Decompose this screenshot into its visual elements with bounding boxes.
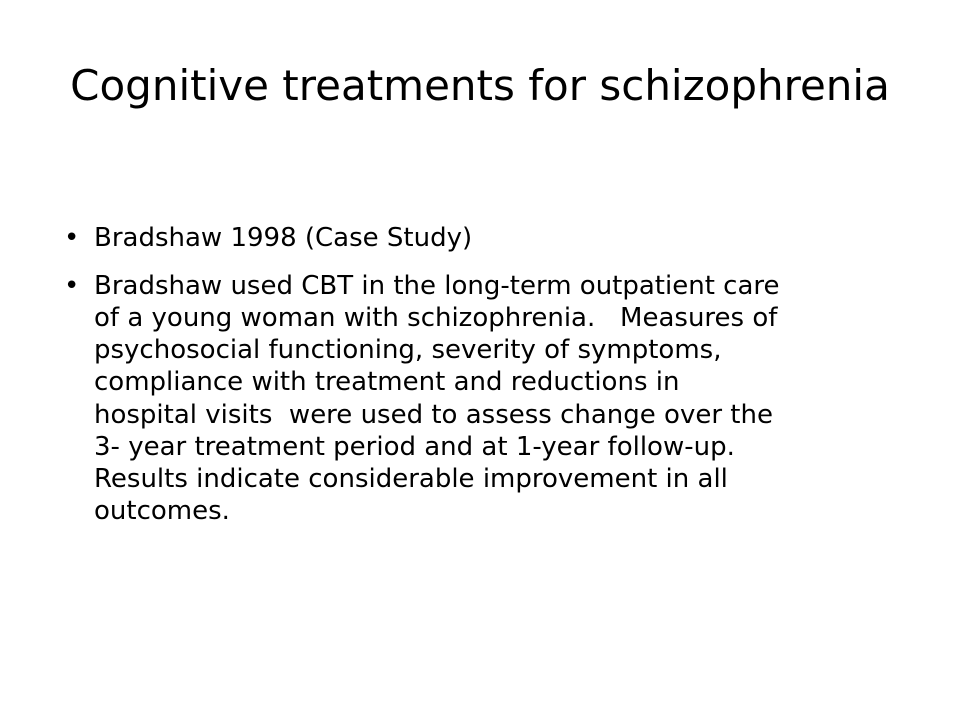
bullet-item-description [64, 270, 914, 527]
bullet-text-line: 3- year treatment period and at 1-year follow-up. [94, 431, 735, 462]
bullet-text-line: Results indicate considerable improvement in all [94, 463, 728, 494]
bullet-text-line: Bradshaw used CBT in the long-term outpatient care [94, 271, 780, 302]
bullet-marker: • [64, 223, 80, 253]
bullet-text-line: hospital visits were used to assess change over the [94, 399, 773, 430]
bullet-item-study [64, 222, 914, 254]
bullet-text-line: of a young woman with schizophrenia. Measures of [94, 303, 778, 334]
slide-title: Cognitive treatments for schizophrenia [70, 61, 890, 110]
bullet-marker: • [64, 271, 80, 302]
bullet-text-line: outcomes. [94, 495, 230, 526]
bullet-text-line: compliance with treatment and reductions in [94, 367, 680, 398]
bullet-text-line: Bradshaw 1998 (Case Study) [94, 223, 473, 253]
bullet-list [64, 222, 914, 543]
bullet-text-line: psychosocial functioning, severity of symptoms, [94, 335, 722, 366]
